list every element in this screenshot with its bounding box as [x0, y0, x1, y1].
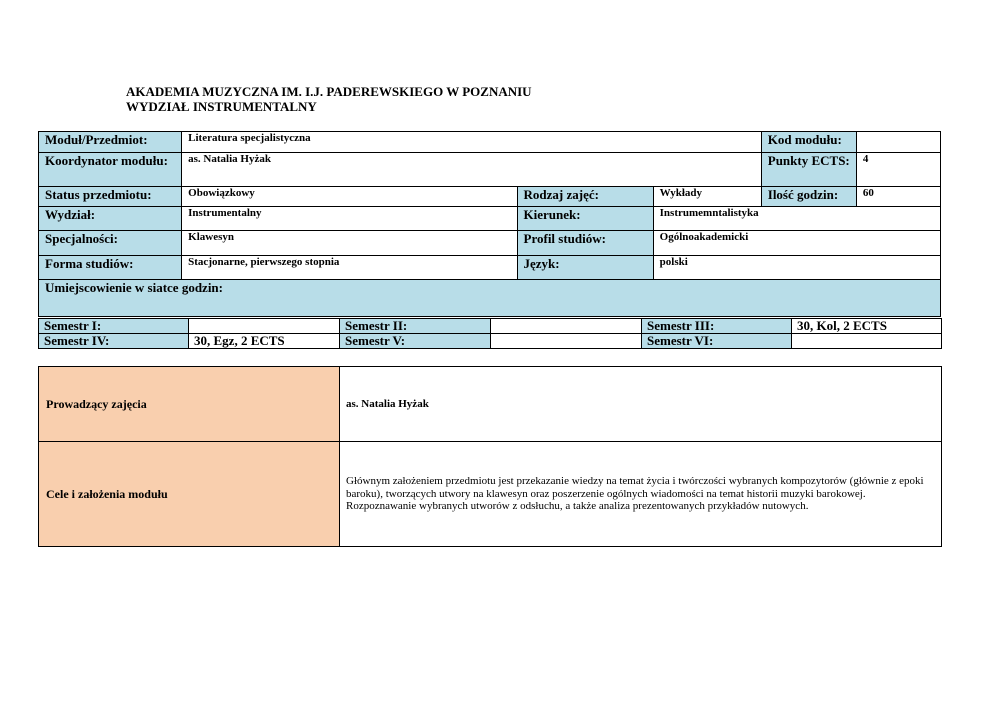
modul-label: Moduł/Przedmiot:	[39, 132, 182, 153]
cele-paragraph-1: Głównym założeniem przedmiotu jest przekazanie wiedzy na temat życia i twórczości wybranych kompozytorów (głównie z epoki baroku), tworzących utwory na klawesyn oraz poszerzenie ogólnych wiadomości na temat historii muzyki barokowej.	[346, 475, 924, 500]
semester-label: Semestr IV:	[39, 334, 189, 349]
modul-value: Literatura specjalistyczna	[182, 132, 762, 153]
specjalnosci-value: Klawesyn	[182, 231, 517, 256]
academy-name: AKADEMIA MUZYCZNA IM. I.J. PADEREWSKIEGO W POZNANIU	[126, 84, 532, 99]
cele-label: Cele i założenia modułu	[39, 442, 340, 547]
prowadzacy-value: as. Natalia Hyżak	[340, 367, 942, 442]
semester-label: Semestr V:	[340, 334, 491, 349]
forma-label: Forma studiów:	[39, 256, 182, 280]
ilosc-label: Ilość godzin:	[761, 187, 856, 207]
semesters-table	[38, 318, 942, 349]
umiejscowienie-label: Umiejscowienie w siatce godzin:	[39, 280, 941, 317]
jezyk-label: Język:	[517, 256, 653, 280]
jezyk-value: polski	[653, 256, 940, 280]
prowadzacy-label: Prowadzący zajęcia	[39, 367, 340, 442]
profil-label: Profil studiów:	[517, 231, 653, 256]
semester-label: Semestr II:	[340, 319, 491, 334]
specjalnosci-label: Specjalności:	[39, 231, 182, 256]
semester-label: Semestr III:	[642, 319, 792, 334]
koordynator-value: as. Natalia Hyżak	[182, 153, 762, 187]
wydzial-value: Instrumentalny	[182, 207, 517, 231]
forma-value: Stacjonarne, pierwszego stopnia	[182, 256, 517, 280]
profil-value: Ogólnoakademicki	[653, 231, 940, 256]
semester-label: Semestr VI:	[642, 334, 792, 349]
semester-value	[792, 334, 942, 349]
semester-value: 30, Egz, 2 ECTS	[189, 334, 340, 349]
ilosc-value: 60	[856, 187, 940, 207]
semester-label: Semestr I:	[39, 319, 189, 334]
rodzaj-value: Wykłady	[653, 187, 761, 207]
semester-value	[491, 334, 642, 349]
faculty-name: WYDZIAŁ INSTRUMENTALNY	[126, 99, 317, 114]
punkty-value: 4	[856, 153, 940, 187]
module-info-table	[38, 131, 941, 317]
kod-label: Kod modułu:	[761, 132, 856, 153]
punkty-label: Punkty ECTS:	[761, 153, 856, 187]
status-value: Obowiązkowy	[182, 187, 517, 207]
cele-paragraph-2: Rozpoznawanie wybranych utworów z odsłuchu, a także analiza prezentowanych przykładów nutowych.	[346, 500, 809, 513]
kierunek-label: Kierunek:	[517, 207, 653, 231]
status-label: Status przedmiotu:	[39, 187, 182, 207]
document-header	[126, 84, 532, 114]
details-table	[38, 366, 942, 547]
kod-value	[856, 132, 940, 153]
kierunek-value: Instrumemntalistyka	[653, 207, 940, 231]
rodzaj-label: Rodzaj zajęć:	[517, 187, 653, 207]
koordynator-label: Koordynator modułu:	[39, 153, 182, 187]
semester-value: 30, Kol, 2 ECTS	[792, 319, 942, 334]
semester-value	[491, 319, 642, 334]
semester-value	[189, 319, 340, 334]
cele-description	[340, 442, 942, 547]
wydzial-label: Wydział:	[39, 207, 182, 231]
